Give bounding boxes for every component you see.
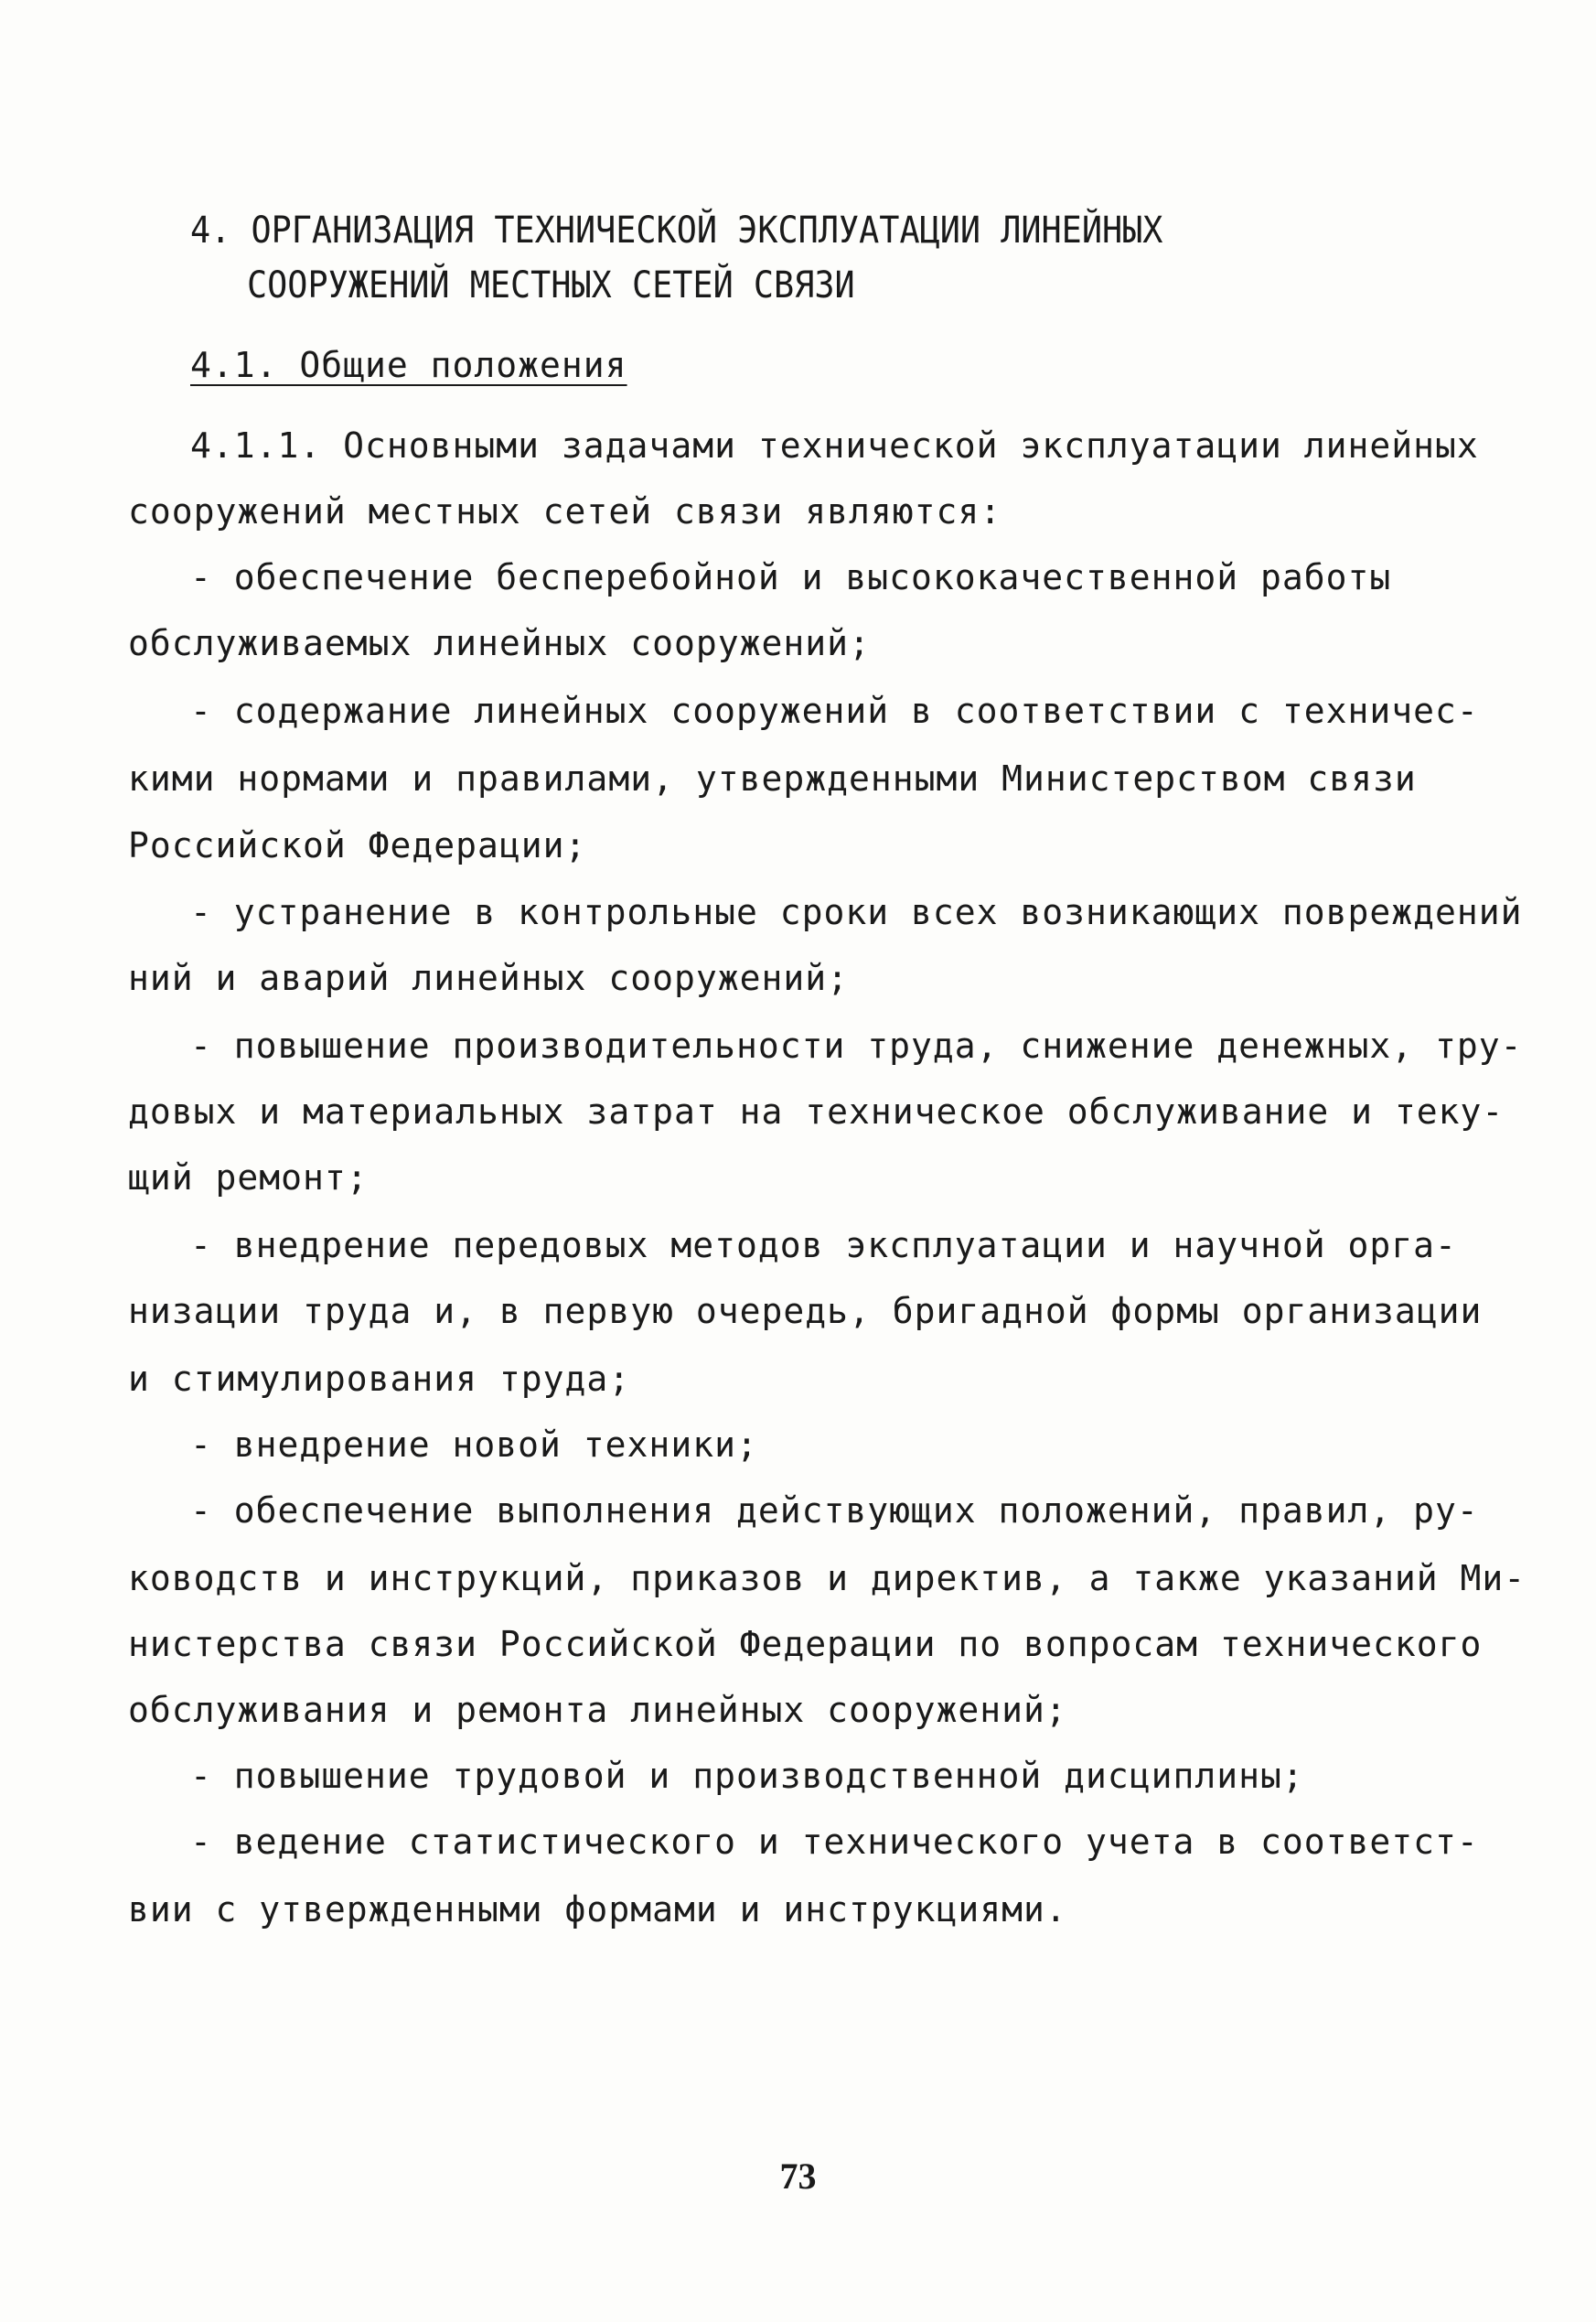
page-number: 73: [779, 2155, 817, 2197]
body-line: - внедрение новой техники;: [190, 1424, 758, 1465]
section-heading-line-2: СООРУЖЕНИЙ МЕСТНЫХ СЕТЕЙ СВЯЗИ: [247, 264, 855, 306]
body-line: и стимулирования труда;: [128, 1359, 631, 1399]
body-line: - устранение в контрольные сроки всех возникающих повреждений: [190, 892, 1523, 932]
body-line: сооружений местных сетей связи являются:: [128, 491, 1002, 532]
body-line: 4.1.1. Основными задачами технической эксплуатации линейных: [190, 425, 1479, 466]
body-line: нистерства связи Российской Федерации по вопросам технического: [128, 1624, 1483, 1664]
body-line: низации труда и, в первую очередь, бригадной формы организации: [128, 1291, 1483, 1331]
body-line: ний и аварий линейных сооружений;: [128, 958, 849, 998]
body-line: - внедрение передовых методов эксплуатации и научной орга-: [190, 1225, 1457, 1265]
body-line: - ведение статистического и технического учета в соответст-: [190, 1822, 1479, 1862]
body-line: - повышение производительности труда, снижение денежных, тру-: [190, 1026, 1523, 1066]
body-line: довых и материальных затрат на техническое обслуживание и теку-: [128, 1091, 1505, 1132]
body-line: вии с утвержденными формами и инструкциями.: [128, 1889, 1067, 1930]
body-line: - обеспечение бесперебойной и высококачественной работы: [190, 557, 1392, 597]
body-line: - повышение трудовой и производственной дисциплины;: [190, 1756, 1304, 1796]
body-line: обслуживаемых линейных сооружений;: [128, 623, 871, 663]
body-line: - обеспечение выполнения действующих положений, правил, ру-: [190, 1490, 1479, 1531]
body-line: обслуживания и ремонта линейных сооружений;: [128, 1690, 1067, 1730]
section-heading-line-1: 4. ОРГАНИЗАЦИЯ ТЕХНИЧЕСКОЙ ЭКСПЛУАТАЦИИ ЛИНЕЙНЫХ: [190, 210, 1163, 252]
body-line: кими нормами и правилами, утвержденными Министерством связи: [128, 758, 1417, 799]
body-line: - содержание линейных сооружений в соответствии с техничес-: [190, 691, 1479, 731]
body-line: Российской Федерации;: [128, 825, 587, 865]
body-line: щий ремонт;: [128, 1157, 369, 1198]
subsection-heading: 4.1. Общие положения: [190, 345, 627, 385]
body-line: ководств и инструкций, приказов и директив, а также указаний Ми-: [128, 1558, 1526, 1598]
